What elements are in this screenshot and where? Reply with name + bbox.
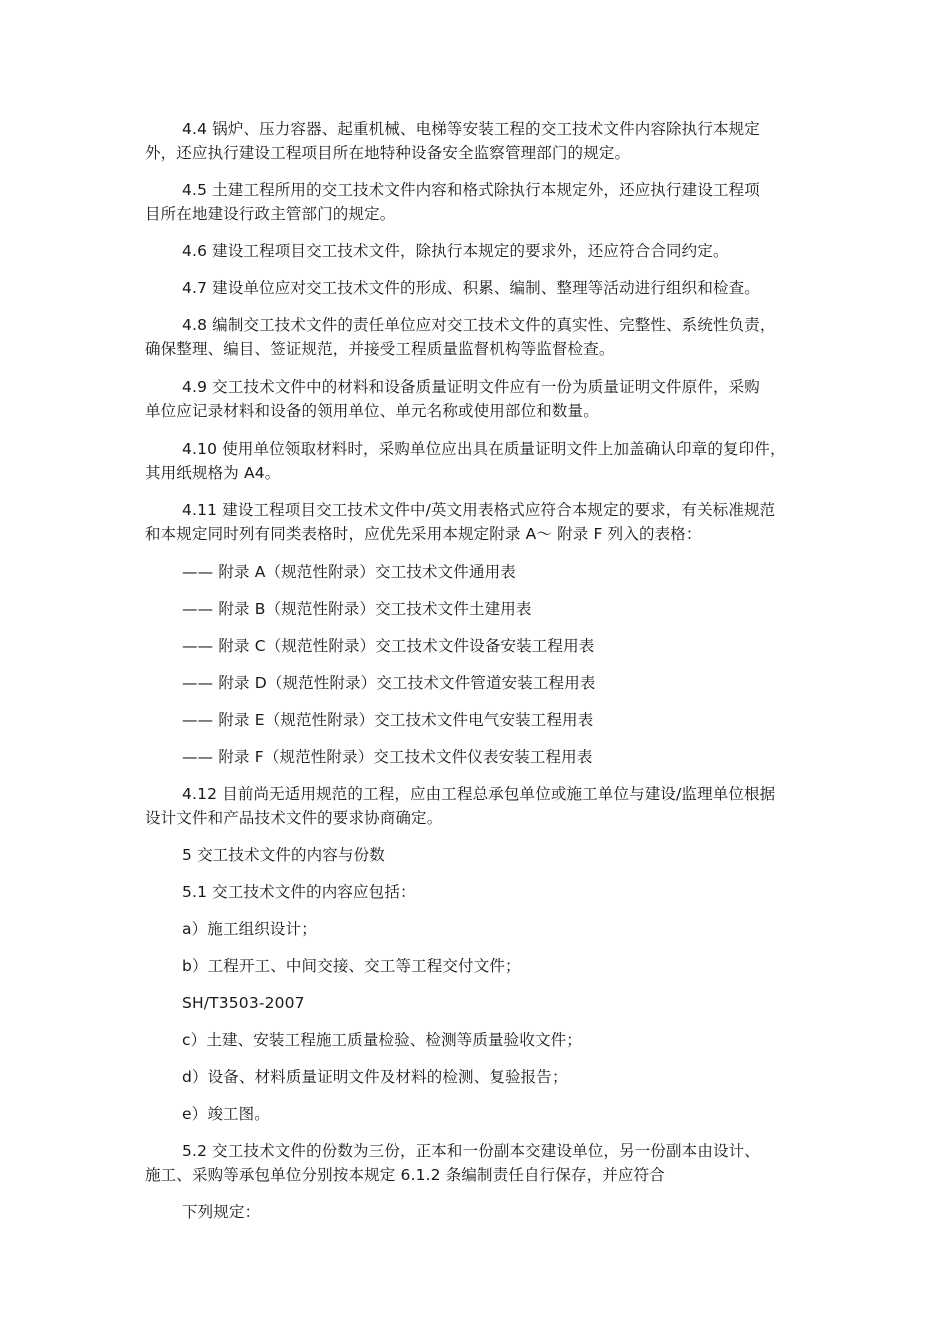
document-code: SH/T3503-2007: [182, 994, 305, 1012]
text-line: 4.12 目前尚无适用规范的工程，应由工程总承包单位或施工单位与建设/监理单位根据: [182, 785, 776, 803]
text-line: 5.1 交工技术文件的内容应包括：: [182, 883, 416, 901]
list-item: —— 附录 E（规范性附录）交工技术文件电气安装工程用表: [182, 711, 594, 729]
list-item: —— 附录 D（规范性附录）交工技术文件管道安装工程用表: [182, 674, 596, 692]
text-line: 和本规定同时列有同类表格时，应优先采用本规定附录 A～ 附录 F 列入的表格：: [145, 525, 702, 543]
text-line: 5.2 交工技术文件的份数为三份，正本和一份副本交建设单位，另一份副本由设计、: [182, 1142, 760, 1160]
text-line: 4.9 交工技术文件中的材料和设备质量证明文件应有一份为质量证明文件原件，采购: [182, 378, 760, 396]
list-item: —— 附录 F（规范性附录）交工技术文件仪表安装工程用表: [182, 748, 593, 766]
text-line: 目所在地建设行政主管部门的规定。: [145, 205, 396, 223]
list-item: e）竣工图。: [182, 1105, 270, 1123]
list-item: b）工程开工、中间交接、交工等工程交付文件；: [182, 957, 521, 975]
text-line: 4.4 锅炉、压力容器、起重机械、电梯等安装工程的交工技术文件内容除执行本规定: [182, 120, 760, 138]
text-line: 确保整理、编目、签证规范，并接受工程质量监督机构等监督检查。: [145, 340, 615, 358]
text-line: 单位应记录材料和设备的领用单位、单元名称或使用部位和数量。: [145, 402, 599, 420]
text-line: 4.6 建设工程项目交工技术文件，除执行本规定的要求外，还应符合合同约定。: [182, 242, 729, 260]
list-item: —— 附录 A（规范性附录）交工技术文件通用表: [182, 563, 516, 581]
list-item: —— 附录 B（规范性附录）交工技术文件土建用表: [182, 600, 532, 618]
list-item: c）土建、安装工程施工质量检验、检测等质量验收文件；: [182, 1031, 582, 1049]
text-line: 4.11 建设工程项目交工技术文件中/英文用表格式应符合本规定的要求，有关标准规范: [182, 501, 776, 519]
section-heading: 5 交工技术文件的内容与份数: [182, 846, 385, 864]
list-item: a）施工组织设计；: [182, 920, 317, 938]
text-line: 其用纸规格为 A4。: [145, 464, 281, 482]
text-line: 外，还应执行建设工程项目所在地特种设备安全监察管理部门的规定。: [145, 144, 631, 162]
text-line: 4.7 建设单位应对交工技术文件的形成、积累、编制、整理等活动进行组织和检查。: [182, 279, 760, 297]
text-line: 4.8 编制交工技术文件的责任单位应对交工技术文件的真实性、完整性、系统性负责，: [182, 316, 776, 334]
text-line: 设计文件和产品技术文件的要求协商确定。: [145, 809, 443, 827]
list-item: d）设备、材料质量证明文件及材料的检测、复验报告；: [182, 1068, 568, 1086]
text-line: 4.5 土建工程所用的交工技术文件内容和格式除执行本规定外，还应执行建设工程项: [182, 181, 760, 199]
text-line: 4.10 使用单位领取材料时，采购单位应出具在质量证明文件上加盖确认印章的复印件，: [182, 440, 786, 458]
list-item: —— 附录 C（规范性附录）交工技术文件设备安装工程用表: [182, 637, 595, 655]
text-line: 施工、采购等承包单位分别按本规定 6.1.2 条编制责任自行保存，并应符合: [145, 1166, 665, 1184]
text-line: 下列规定：: [182, 1203, 261, 1221]
